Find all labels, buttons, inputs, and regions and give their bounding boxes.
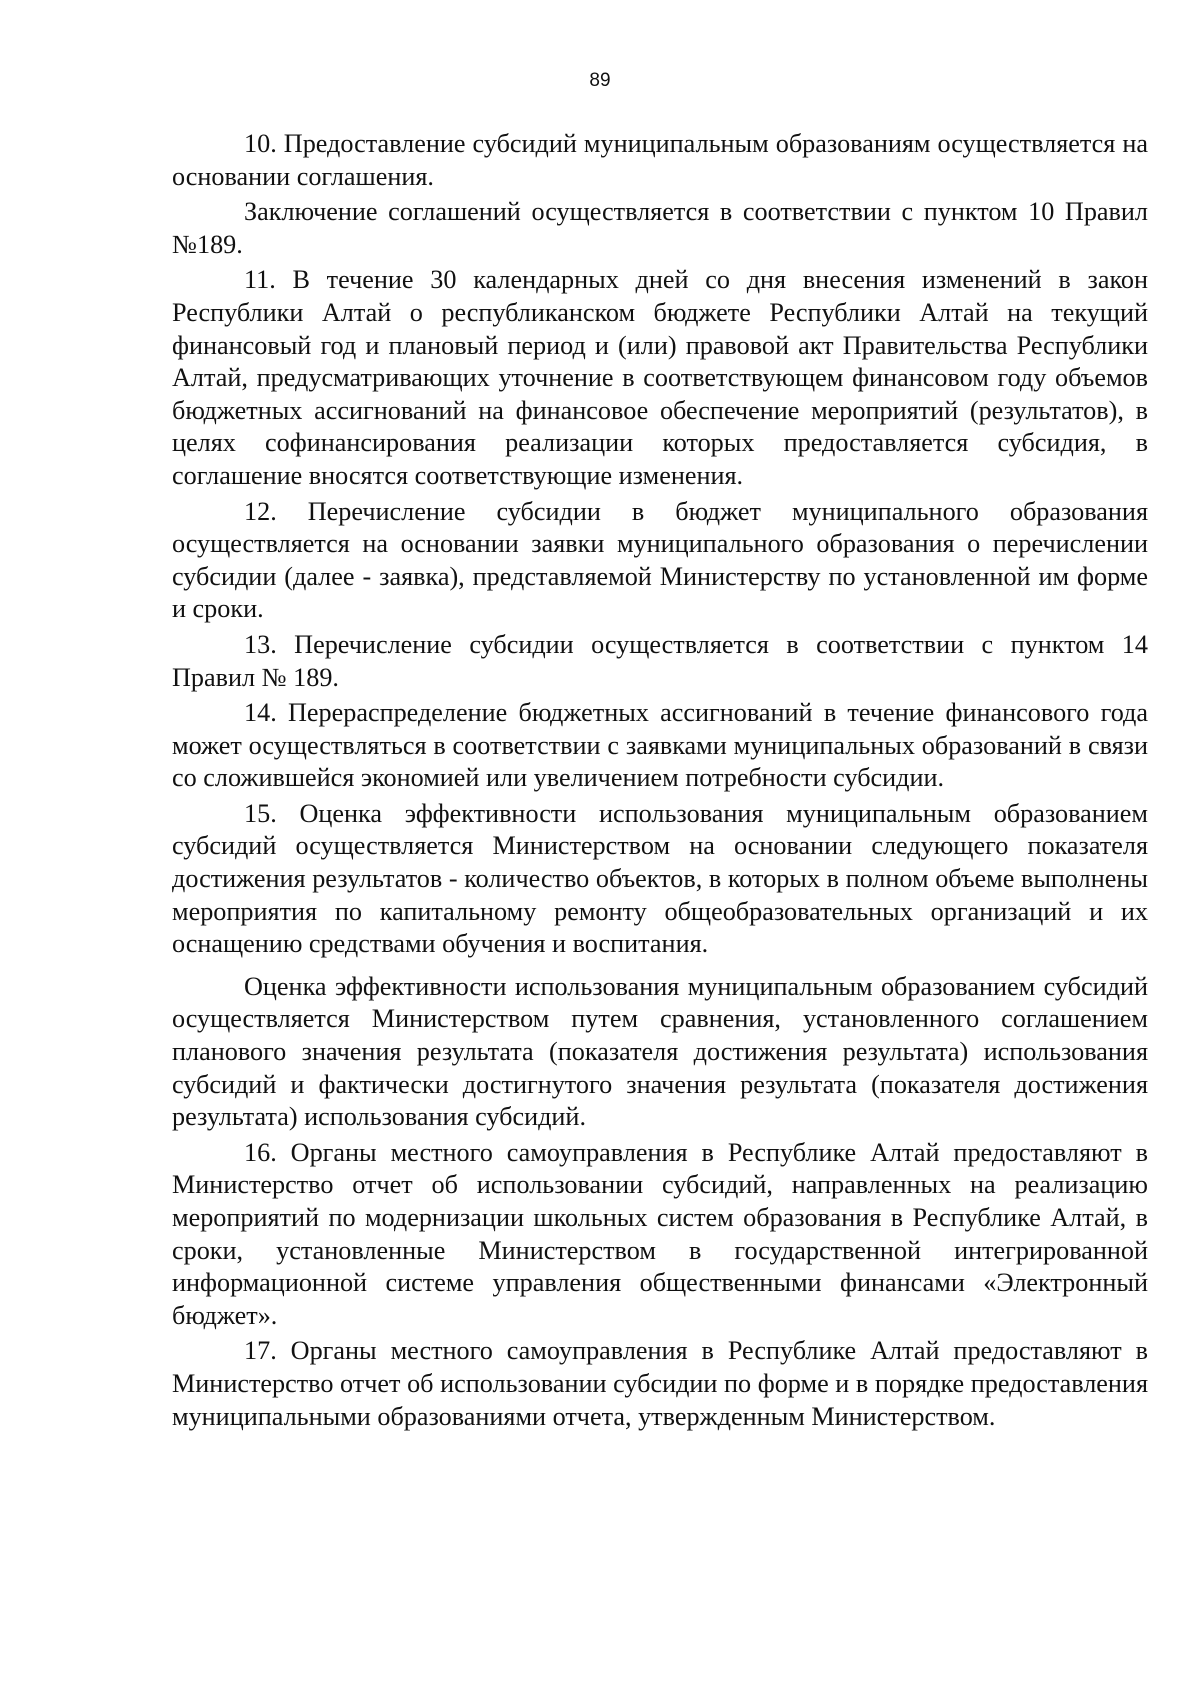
paragraph-15: 15. Оценка эффективности использования муниципальным образованием субсидий осуществляется Министерством на основании следующего показателя достижения результатов - количество объектов, в которых в полном объеме выполнены мероприятия по капитальному ремонту общеобразовательных организаций и их оснащению средствами обучения и воспитания. bbox=[172, 798, 1148, 959]
paragraph-10: 10. Предоставление субсидий муниципальным образованиям осуществляется на основании соглашения. bbox=[172, 129, 1148, 191]
paragraph-13: 13. Перечисление субсидии осуществляется в соответствии с пунктом 14 Правил № 189. bbox=[172, 629, 1148, 692]
paragraph-agreements: Заключение соглашений осуществляется в соответствии с пунктом 10 Правил №189. bbox=[172, 197, 1148, 259]
paragraph-12: 12. Перечисление субсидии в бюджет муниципального образования осуществляется на основании заявки муниципального образования о перечислении субсидии (далее - заявка), представляемой Министерству по установленной им форме и сроки. bbox=[172, 496, 1148, 624]
paragraph-14: 14. Перераспределение бюджетных ассигнований в течение финансового года может осуществляться в соответствии с заявками муниципальных образований в связи со сложившейся экономией или увеличением потребности субсидии. bbox=[172, 698, 1148, 793]
paragraph-17: 17. Органы местного самоуправления в Республике Алтай предоставляют в Министерство отчет об использовании субсидии по форме и в порядке предоставления муниципальными образованиями отчета, утвержденным Министерством. bbox=[172, 1336, 1148, 1431]
paragraph-16: 16. Органы местного самоуправления в Республике Алтай предоставляют в Министерство отчет об использовании субсидий, направленных на реализацию мероприятий по модернизации школьных систем образования в Республике Алтай, в сроки, установленные Министерством в государственной интегрированной информационной системе управления общественными финансами «Электронный бюджет». bbox=[172, 1137, 1148, 1330]
page-number: 89 bbox=[589, 70, 611, 91]
paragraph-11: 11. В течение 30 календарных дней со дня внесения изменений в закон Республики Алтай о республиканском бюджете Республики Алтай на текущий финансовый год и плановый период и (или) правовой акт Правительства Республики Алтай, предусматривающих уточнение в соответствующем финансовом году объемов бюджетных ассигнований на финансовое обеспечение мероприятий (результатов), в целях софинансирования реализации которых предоставляется субсидия, в соглашение вносятся соответствующие изменения. bbox=[172, 265, 1148, 490]
paragraph-evaluation: Оценка эффективности использования муниципальным образованием субсидий осуществляется Министерством путем сравнения, установленного соглашением планового значения результата (показателя достижения результата) использования субсидий и фактически достигнутого значения результата (показателя достижения результата) использования субсидий. bbox=[172, 971, 1148, 1132]
document-body bbox=[172, 128, 1148, 1436]
